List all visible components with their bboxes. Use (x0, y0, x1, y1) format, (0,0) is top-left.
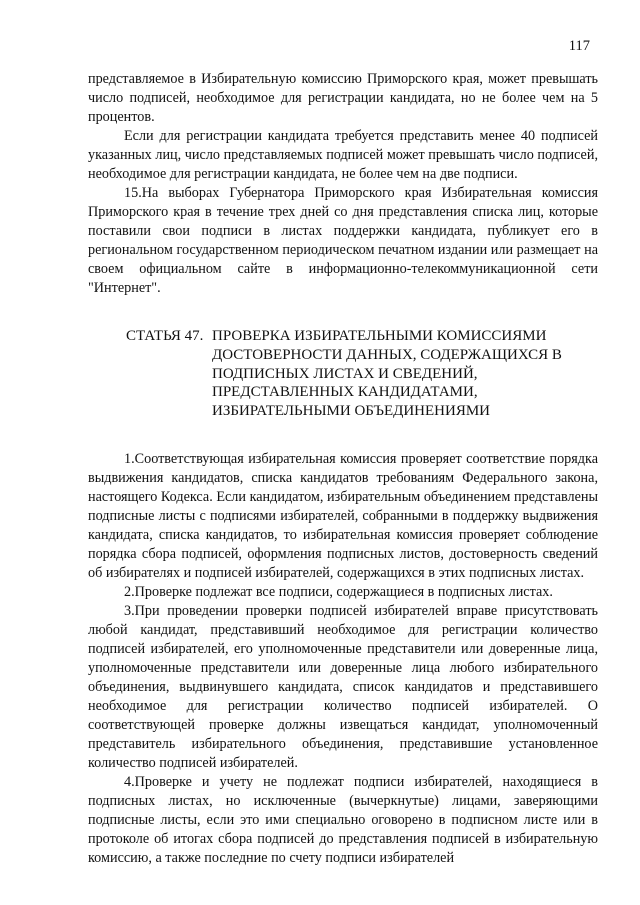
paragraph-2: 2.Проверке подлежат все подписи, содержащиеся в подписных листах. (124, 583, 553, 600)
paragraph-signature-limit: Если для регистрации кандидата требуется представить менее 40 подписей указанных лиц, число представляемых подписей может превышать число подписей, необходимое для регистрации кандидата, не более чем на две подписи. (88, 128, 598, 182)
paragraph-4: 4.Проверке и учету не подлежат подписи избирателей, находящиеся в подписных листах, но исключенные (вычеркнутые) лицами, заверяющими подписные листы, если это ими специально оговорено в подписном листе или в протоколе об итогах сбора подписей до представления подписей в избирательную комиссию, а также последние по счету подписи избирателей (88, 773, 598, 866)
paragraph-3: 3.При проведении проверки подписей избирателей вправе присутствовать любой кандидат, представивший необходимое для регистрации количество подписей избирателей, его уполномоченные представители или доверенные лица, уполномоченные представители или доверенные лица любого избирательного объединения, выдвинувшего кандидата, список кандидатов и представившего необходимое для регистрации количество подписей избирателей. О соответствующей проверке должны извещаться кандидат, уполномоченный представитель избирательного объединения, представившие установленное количество подписей избирателей. (88, 602, 598, 771)
paragraph-continuation: представляемое в Избирательную комиссию Приморского края, может превышать число подписей, необходимое для регистрации кандидата, но не более чем на 5 процентов. (88, 71, 598, 125)
article-heading (88, 327, 598, 421)
page-number: 117 (568, 38, 590, 54)
paragraph-1: 1.Соответствующая избирательная комиссия проверяет соответствие порядка выдвижения кандидатов, списка кандидатов требованиям Федерального закона, настоящего Кодекса. Если кандидатом, избирательным объединением представлены подписные листы с подписями избирателей, собранными в поддержку выдвижения кандидата, списка кандидатов, то избирательная комиссия проверяет соблюдение порядка сбора подписей, оформления подписных листов, достоверность сведений об избирателях и подписей избирателей, содержащихся в этих подписных листах. (88, 450, 598, 581)
article-number: СТАТЬЯ 47. (126, 328, 204, 344)
document-body (88, 70, 598, 868)
paragraph-15: 15.На выборах Губернатора Приморского края Избирательная комиссия Приморского края в течение трех дней со дня представления списка лиц, которые поставили свои подписи в листах поддержки кандидата, публикует его в региональном государственном периодическом печатном издании или размещает на своем официальном сайте в информационно-телекоммуникационной сети "Интернет". (88, 185, 598, 296)
article-title: ПРОВЕРКА ИЗБИРАТЕЛЬНЫМИ КОМИССИЯМИ ДОСТОВЕРНОСТИ ДАННЫХ, СОДЕРЖАЩИХСЯ В ПОДПИСНЫХ ЛИСТАХ И СВЕДЕНИЙ, ПРЕДСТАВЛЕННЫХ КАНДИДАТАМИ, ИЗБИРАТЕЛЬНЫМИ ОБЪЕДИНЕНИЯМИ (212, 328, 562, 420)
